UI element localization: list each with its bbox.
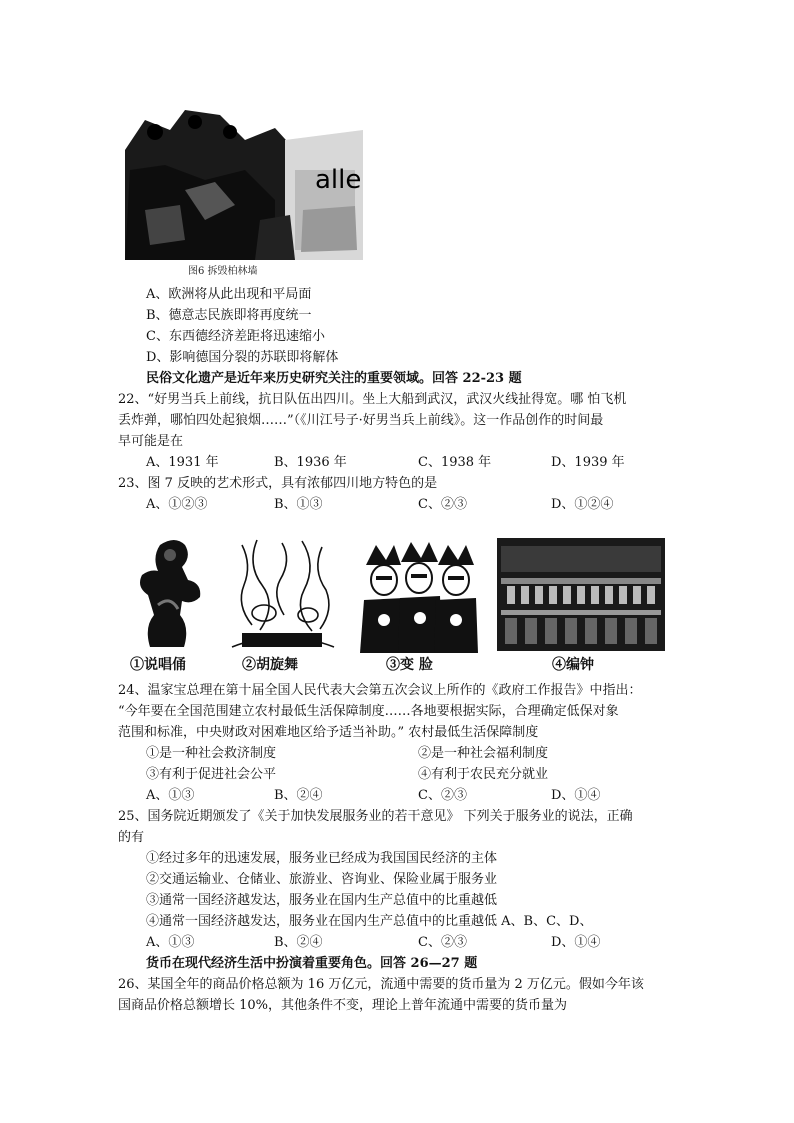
figure6-caption: 图6 拆毁柏林墙 <box>188 266 258 277</box>
q25-line1: 25、国务院近期颁发了《关于加快发展服务业的若干意见》 下列关于服务业的说法，正确 <box>118 809 633 824</box>
q24-item-2: ②是一种社会福利制度 <box>418 746 549 761</box>
q22-option-b: B、1936 年 <box>274 455 347 470</box>
q25-item-3: ③通常一国经济越发达，服务业在国内生产总值中的比重越低 <box>146 893 498 908</box>
section-money-heading: 货币在现代经济生活中扮演着重要角色。回答 26—27 题 <box>146 956 478 971</box>
q25-option-c: C、②③ <box>418 935 467 950</box>
q24-line1: 24、温家宝总理在第十届全国人民代表大会第五次会议上所作的《政府工作报告》中指出： <box>118 683 642 698</box>
figure7-label-2: ②胡旋舞 <box>242 657 298 673</box>
q23-option-c: C、②③ <box>418 497 467 512</box>
q25-item-4: ④通常一国经济越发达，服务业在国内生产总值中的比重越低 A、B、C、D、 <box>146 914 593 929</box>
q24-option-b: B、②④ <box>274 788 323 803</box>
q24-item-3: ③有利于促进社会公平 <box>146 767 277 782</box>
q25-option-d: D、①④ <box>551 935 601 950</box>
q22-line3: 早可能是在 <box>118 434 184 449</box>
figure7-huxuan-dance <box>222 535 342 653</box>
figure7-label-1: ①说唱俑 <box>130 657 186 673</box>
q21-option-c: C、东西德经济差距将迅速缩小 <box>146 329 325 344</box>
q23-option-d: D、①②④ <box>551 497 614 512</box>
q23-option-a: A、①②③ <box>146 497 208 512</box>
figure7-label-4: ④编钟 <box>552 657 594 673</box>
q23-option-b: B、①③ <box>274 497 323 512</box>
q22-line1: 22、“好男当兵上前线，抗日队伍出四川。坐上大船到武汉，武汉火线扯得宽。哪 怕飞机 <box>118 392 627 407</box>
q22-option-a: A、1931 年 <box>146 455 219 470</box>
section-folk-heading: 民俗文化遗产是近年来历史研究关注的重要领域。回答 22-23 题 <box>146 371 522 386</box>
q24-option-a: A、①③ <box>146 788 195 803</box>
q24-option-d: D、①④ <box>551 788 601 803</box>
q24-option-c: C、②③ <box>418 788 467 803</box>
q24-line2: “今年要在全国范围建立农村最低生活保障制度……各地要根据实际，合理确定低保对象 <box>118 704 619 719</box>
q21-option-b: B、德意志民族即将再度统一 <box>146 308 312 323</box>
q21-option-d: D、影响德国分裂的苏联即将解体 <box>146 350 339 365</box>
q22-option-c: C、1938 年 <box>418 455 492 470</box>
q24-item-1: ①是一种社会救济制度 <box>146 746 277 761</box>
berlin-wall-photo <box>125 110 363 260</box>
berlin-wall-image <box>125 110 363 260</box>
wall-graffiti: alle <box>315 165 362 195</box>
q25-item-1: ①经过多年的迅速发展，服务业已经成为我国国民经济的主体 <box>146 851 498 866</box>
q25-item-2: ②交通运输业、仓储业、旅游业、咨询业、保险业属于服务业 <box>146 872 498 887</box>
figure7-storyteller-figurine <box>130 535 210 653</box>
q25-option-a: A、①③ <box>146 935 195 950</box>
q22-line2: 丢炸弹，哪怕四处起狼烟……”（《川江号子·好男当兵上前线》。这一作品创作的时间最 <box>118 413 604 428</box>
q25-option-b: B、②④ <box>274 935 323 950</box>
q22-option-d: D、1939 年 <box>551 455 625 470</box>
q21-option-a: A、欧洲将从此出现和平局面 <box>146 287 312 302</box>
figure7-face-changing <box>356 540 481 653</box>
q24-line3: 范围和标准，中央财政对困难地区给予适当补助。” 农村最低生活保障制度 <box>118 725 539 740</box>
q24-item-4: ④有利于农民充分就业 <box>418 767 549 782</box>
figure7-label-3: ③变 脸 <box>386 657 433 673</box>
q23-stem: 23、图 7 反映的艺术形式，具有浓郁四川地方特色的是 <box>118 476 438 491</box>
q26-line2: 国商品价格总额增长 10%，其他条件不变，理论上普年流通中需要的货币量为 <box>118 998 568 1013</box>
q25-line2: 的有 <box>118 830 145 845</box>
figure7-chime-bells <box>497 538 665 651</box>
q26-line1: 26、某国全年的商品价格总额为 16 万亿元，流通中需要的货币量为 2 万亿元。假如今年该 <box>118 977 644 992</box>
